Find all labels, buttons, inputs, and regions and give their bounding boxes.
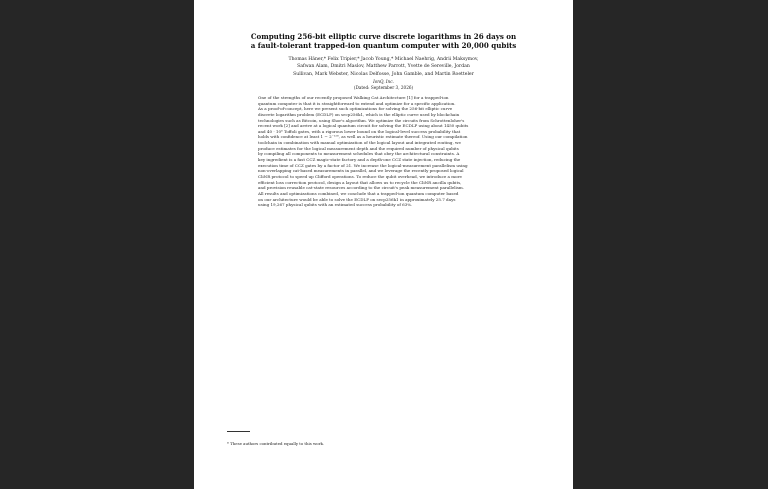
abstract-line: and provision reusable cat-state resources according to the circuit's peak measurement parallelism. xyxy=(258,185,465,191)
title-line: a fault-tolerant trapped-ion quantum computer with 20,000 qubits xyxy=(250,41,517,50)
abstract-line: using 19,267 physical qubits with an estimated success probability of 63%. xyxy=(258,202,413,208)
affiliation: IonQ, Inc. xyxy=(373,79,394,84)
abstract-line: produce estimates for the logical measurement depth and the required number of physical qubits xyxy=(258,145,459,151)
abstract-line: by compiling all components to measurement schedules that obey the architectural constraints. A xyxy=(258,151,460,157)
abstract-line: key ingredient is a fast CCZ magic-state factory and a depth-one CCZ state injection, reducing the xyxy=(258,157,461,163)
abstract-line: execution time of CCZ gates by a factor of 21. We increase the logical-measurement parallelism using xyxy=(258,162,468,168)
abstract-line: quantum computer is that it is straightforward to extend and optimize for a specific application. xyxy=(258,100,456,106)
abstract-line: on our architecture would be able to solve the ECDLP on secp256k1 in approximately 25.7 days xyxy=(258,196,456,202)
viewer-background-right xyxy=(573,0,768,489)
footnote-rule xyxy=(227,431,250,432)
document-page xyxy=(194,0,573,489)
viewer-background-left xyxy=(0,0,194,489)
abstract-line: As a proof-of-concept, here we present such optimizations for solving the 256-bit elliptic curve xyxy=(258,106,453,112)
title-line: Computing 256-bit elliptic curve discrete logarithms in 26 days on xyxy=(250,32,517,41)
abstract-line: toolchain in combination with manual optimization of the logical layout and integrated routing, we xyxy=(258,140,461,146)
abstract-line: One of the strengths of our recently proposed Walking Cat Architecture [1] for a trapped-ion xyxy=(258,95,449,100)
author-line: Safwan Alam, Dmitri Maslov, Matthew Parrott, Yvette de Sereville, Jordan xyxy=(297,64,470,70)
date-line: (Dated: September 3, 2026) xyxy=(353,85,414,90)
abstract-line: CliNR protocol to speed up Clifford operations. To reduce the qubit overhead, we introduce a more xyxy=(258,173,462,179)
abstract-line: holds with confidence at least 1 − 2⁻¹²⁸, as well as a heuristic estimate thereof. Using our compilation xyxy=(258,134,468,140)
abstract-line: recent work [2] and arrive at a logical quantum circuit for solving the ECDLP using about 1450 qubits xyxy=(258,123,469,129)
abstract-line: All results and optimizations combined, we conclude that a trapped-ion quantum computer based xyxy=(258,190,459,196)
paper-title xyxy=(224,32,543,50)
footnote: * These authors contributed equally to this work. xyxy=(227,441,325,446)
abstract-line: non-overlapping cat-based measurements in parallel, and we leverage the recently proposed logical xyxy=(258,168,464,174)
author-line: Sullivan, Mark Webster, Nicolas Delfosse, John Gamble, and Martin Roetteler xyxy=(293,71,474,77)
abstract-line: technologies such as Bitcoin, using Shor's algorithm. We optimize the circuits from Schrottenloher's xyxy=(258,117,465,123)
abstract-line: efficient loss correction protocol, design a layout that allows us to recycle the CliNR ancilla qubits, xyxy=(258,179,462,185)
abstract-line: discrete logarithm problem (ECDLP) on secp256k1, which is the elliptic curve used by blockchain xyxy=(258,111,460,117)
author-list xyxy=(224,56,543,78)
author-line: Thomas Häner,* Felix Tripier,* Jacob Young,* Michael Naehrig, Andrii Maksymov, xyxy=(288,57,479,62)
abstract xyxy=(258,95,509,208)
abstract-line: and 40 · 10⁶ Toffoli gates, with a rigorous lower bound on the logical-level success probability that xyxy=(258,128,461,134)
